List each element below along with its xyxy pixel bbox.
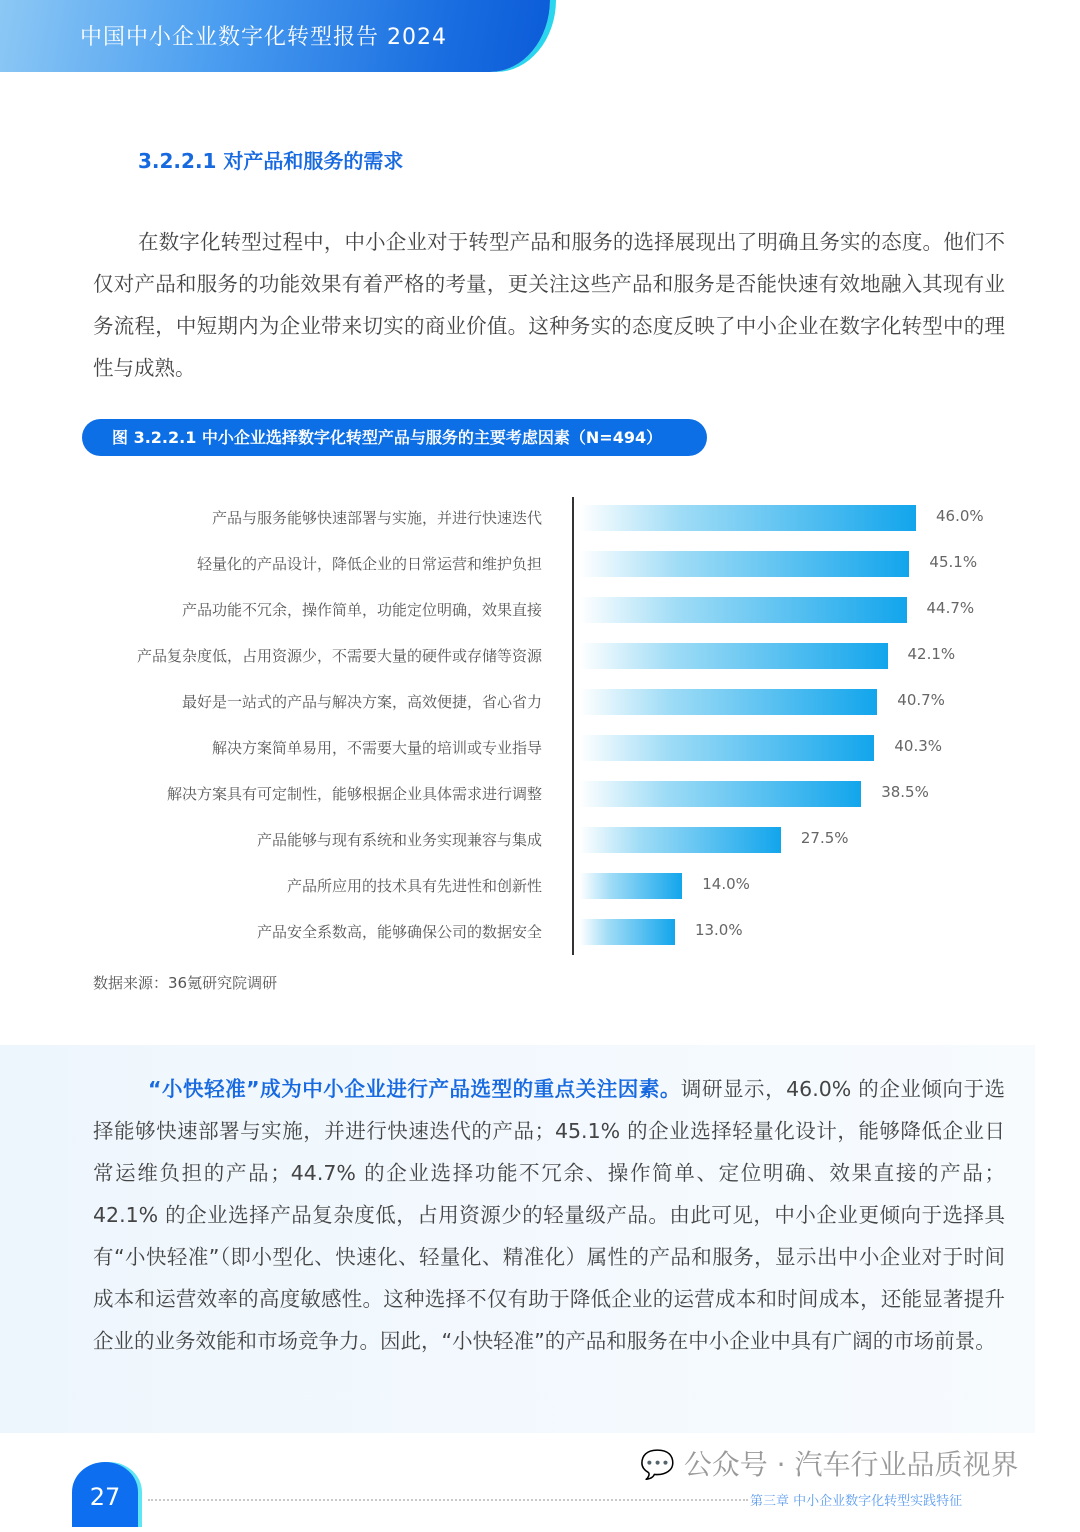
page-number: 27 — [72, 1462, 138, 1527]
horizontal-bar-chart — [0, 495, 1080, 960]
report-title: 中国中小企业数字化转型报告 2024 — [80, 25, 447, 50]
bar-category-label: 产品复杂度低，占用资源少，不需要大量的硬件或存储等资源 — [136, 647, 542, 665]
bar-category-label: 轻量化的产品设计，降低企业的日常运营和维护负担 — [196, 555, 542, 573]
bar-category-label: 产品与服务能够快速部署与实施，并进行快速迭代 — [211, 509, 542, 527]
bar — [580, 827, 781, 853]
bar-value-label: 42.1% — [907, 645, 956, 663]
watermark — [640, 1448, 1018, 1482]
bar-value-label: 44.7% — [926, 599, 975, 617]
bar-row — [0, 909, 1080, 955]
bar-category-label: 产品所应用的技术具有先进性和创新性 — [286, 877, 542, 895]
bar-row — [0, 817, 1080, 863]
bar-row — [0, 587, 1080, 633]
report-header-banner — [0, 0, 550, 72]
bar-row — [0, 633, 1080, 679]
bar-value-label: 14.0% — [702, 875, 750, 893]
intro-paragraph: 在数字化转型过程中，中小企业对于转型产品和服务的选择展现出了明确且务实的态度。他们不仅对产品和服务的功能效果有着严格的考量，更关注这些产品和服务是否能快速有效地融入其现有业务流程，中短期内为企业带来切实的商业价值。这种务实的态度反映了中小企业在数字化转型中的理性与成熟。 — [93, 230, 1005, 380]
bar-category-label: 解决方案简单易用，不需要大量的培训或专业指导 — [211, 739, 542, 757]
bar-value-label: 40.7% — [897, 691, 945, 709]
data-source: 数据来源：36氪研究院调研 — [93, 974, 278, 992]
bar — [580, 597, 907, 623]
footer-dotted-line — [148, 1499, 748, 1501]
bar-category-label: 产品能够与现有系统和业务实现兼容与集成 — [256, 831, 542, 849]
bar-row — [0, 725, 1080, 771]
bar-value-label: 13.0% — [694, 921, 743, 939]
bar-row — [0, 541, 1080, 587]
figure-title: 图 3.2.2.1 中小企业选择数字化转型产品与服务的主要考虑因素（N=494） — [82, 419, 707, 456]
bar — [580, 505, 916, 531]
watermark-text: 公众号 · 汽车行业品质视界 — [683, 1448, 1019, 1481]
bar-value-label: 27.5% — [800, 829, 849, 847]
bar — [580, 781, 861, 807]
bar-value-label: 38.5% — [881, 783, 929, 801]
bar-row — [0, 771, 1080, 817]
summary-body: 调研显示，46.0% 的企业倾向于选择能够快速部署与实施，并进行快速迭代的产品；45.1% 的企业选择轻量化设计，能够降低企业日常运维负担的产品；44.7% 的企业选择功能不冗余、操作简单、定位明确、效果直接的产品；42.1% 的企业选择产品复杂度低，占用资源少的轻量级产品。由此可见，中小企业更倾向于选择具有“小快轻准”（即小型化、快速化、轻量化、精准化）属性的产品和服务，显示出中小企业对于时间成本和运营效率的高度敏感性。这种选择不仅有助于降低企业的运营成本和时间成本，还能显著提升企业的业务效能和市场竞争力。因此，“小快轻准”的产品和服务在中小企业中具有广阔的市场前景。 — [93, 1077, 1006, 1353]
bar-row — [0, 679, 1080, 725]
summary-paragraph — [93, 1068, 1005, 1362]
bar — [580, 689, 877, 715]
wechat-icon: 💬 — [640, 1448, 675, 1481]
bar-category-label: 产品安全系数高，能够确保公司的数据安全 — [256, 923, 542, 941]
summary-highlight: “小快轻准”成为中小企业进行产品选型的重点关注因素。 — [148, 1077, 681, 1101]
bar-row — [0, 495, 1080, 541]
bar-category-label: 最好是一站式的产品与解决方案，高效便捷，省心省力 — [181, 693, 542, 711]
section-title: 3.2.2.1 对产品和服务的需求 — [138, 149, 404, 173]
bar-value-label: 40.3% — [894, 737, 943, 755]
bar-category-label: 产品功能不冗余，操作简单，功能定位明确，效果直接 — [181, 601, 542, 619]
bar — [580, 551, 909, 577]
bar-category-label: 解决方案具有可定制性，能够根据企业具体需求进行调整 — [166, 785, 542, 803]
bar — [580, 735, 874, 761]
chapter-label: 第三章 中小企业数字化转型实践特征 — [750, 1494, 963, 1509]
bar-value-label: 46.0% — [936, 507, 984, 525]
bar-row — [0, 863, 1080, 909]
bar-value-label: 45.1% — [929, 553, 978, 571]
bar — [580, 643, 888, 669]
bar — [580, 919, 675, 945]
bar — [580, 873, 682, 899]
